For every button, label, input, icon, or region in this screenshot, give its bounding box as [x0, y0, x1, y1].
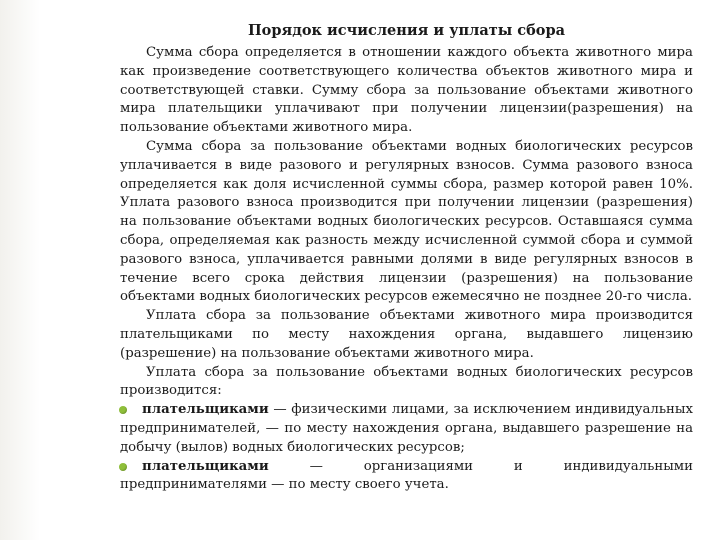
paragraph-animal-fee: Сумма сбора определяется в отношении каждого объекта животного мира как произведение соответствующего количества объектов животного мира и соответствующей ставки. Сумму сбора за пользование объектами животного мира плательщики уплачивают при получении лицензии(разрешения) на пользование объектами животного мира. — [120, 45, 693, 136]
bullet-text: — физическими лицами, за исключением индивидуальных предпринимателей, — по месту нахождения органа, выдавшего разрешение на добычу (вылов) водных биологических ресурсов; — [120, 402, 693, 455]
bullet-item-organizations — [120, 458, 693, 496]
paragraph-payment-place: Уплата сбора за пользование объектами животного мира производится плательщиками по месту нахождения органа, выдавшего лицензию (разрешение) на пользование объектами животного мира. — [120, 308, 693, 361]
payment-bullet-list — [120, 401, 693, 495]
bullet-dot-icon — [119, 406, 127, 414]
slide-side-band — [0, 0, 40, 540]
slide-title: Порядок исчисления и уплаты сбора — [247, 22, 566, 39]
bullet-term: плательщиками — [142, 402, 269, 418]
paragraph-aquatic-payment-intro: Уплата сбора за пользование объектами водных биологических ресурсов производится: — [120, 364, 693, 399]
paragraph-aquatic-fee: Сумма сбора за пользование объектами водных биологических ресурсов уплачивается в виде разового и регулярных взносов. Сумма разового взноса определяется как доля исчисленной суммы сбора, размер которой равен 10%. Уплата разового взноса производится при получении лицензии (разрешения) на пользование объектами водных биологических ресурсов. Оставшаяся сумма сбора, определяемая как разность между исчисленной суммой сбора и суммой разового взноса, уплачивается равными долями в виде регулярных взносов в течение всего срока действия лицензии (разрешения) на пользование объектами водных биологических ресурсов ежемесячно не позднее 20-го числа. — [120, 138, 693, 305]
bullet-term: плательщиками — [142, 458, 269, 474]
slide-content — [120, 22, 693, 495]
bullet-item-individuals — [120, 401, 693, 457]
bullet-text: — организациями и индивидуальными предпринимателями — по месту своего учета. — [120, 458, 693, 493]
bullet-dot-icon — [119, 463, 127, 471]
